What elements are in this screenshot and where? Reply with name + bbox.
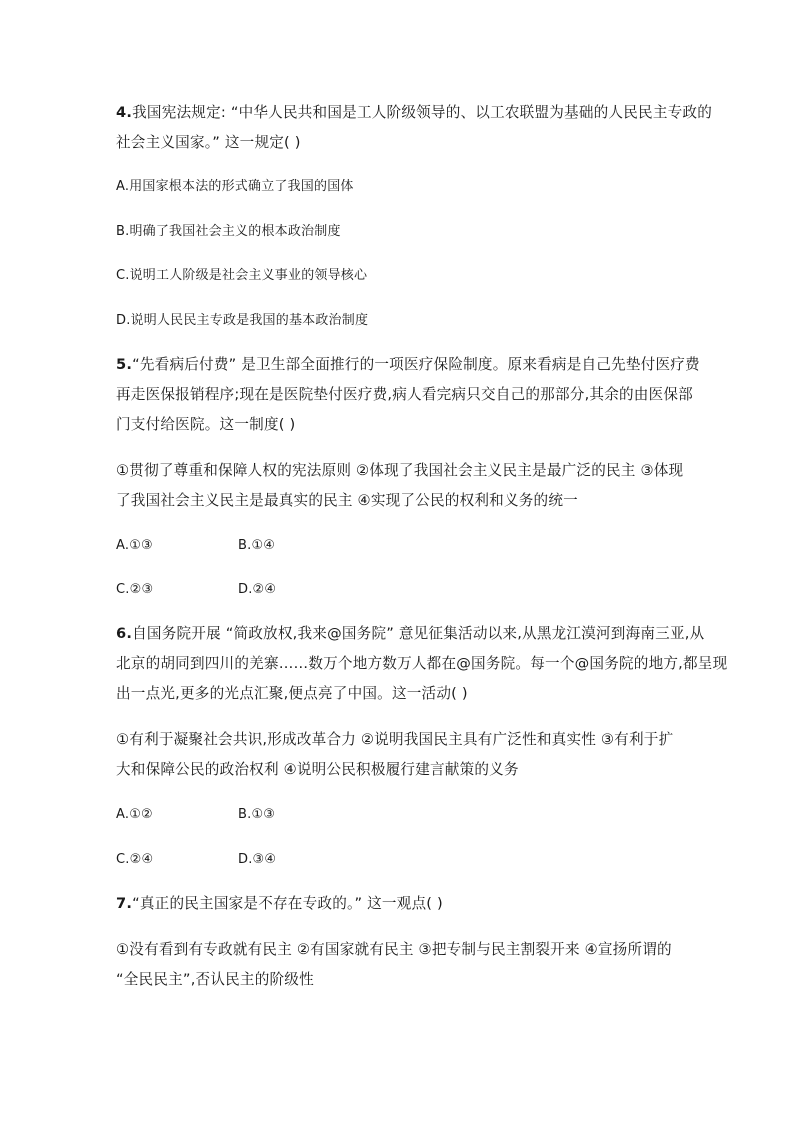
question-6-option-a: A.①② bbox=[116, 807, 153, 822]
question-6-option-d: D.③④ bbox=[238, 852, 277, 867]
question-5-statement-line-1: ①贯彻了尊重和保障人权的宪法原则 ②体现了我国社会主义民主是最广泛的民主 ③体现 bbox=[116, 462, 684, 479]
question-6-option-b: B.①③ bbox=[238, 807, 276, 822]
question-4-option-c: C.说明工人阶级是社会主义事业的领导核心 bbox=[116, 268, 368, 283]
question-6-option-c: C.②④ bbox=[116, 852, 154, 867]
question-5-stem-line-2: 再走医保报销程序;现在是医院垫付医疗费,病人看完病只交自己的那部分,其余的由医保部 bbox=[116, 386, 693, 403]
question-4-stem-line-1: 4.我国宪法规定: “中华人民共和国是工人阶级领导的、以工农联盟为基础的人民民主专政的 bbox=[116, 104, 712, 121]
question-7-statement-line-2: “全民民主”,否认民主的阶级性 bbox=[116, 971, 314, 988]
question-6-stem-line-1: 6.自国务院开展 “简政放权,我来@国务院” 意见征集活动以来,从黑龙江漠河到海南三亚,从 bbox=[116, 625, 705, 642]
question-4-number: 4. bbox=[116, 104, 133, 121]
question-5-option-d: D.②④ bbox=[238, 582, 277, 597]
question-5-number: 5. bbox=[116, 356, 133, 373]
question-5-statement-line-2: 了我国社会主义民主是最真实的民主 ④实现了公民的权利和义务的统一 bbox=[116, 492, 578, 509]
question-5-option-b: B.①④ bbox=[238, 538, 276, 553]
question-5-stem-line-3: 门支付给医院。这一制度( ) bbox=[116, 416, 296, 433]
question-6-stem-line-3: 出一点光,更多的光点汇聚,便点亮了中国。这一活动( ) bbox=[116, 685, 468, 702]
question-6-number: 6. bbox=[116, 625, 133, 642]
question-7-number: 7. bbox=[116, 895, 133, 912]
question-7-stem-line-1: 7.“真正的民主国家是不存在专政的。” 这一观点( ) bbox=[116, 895, 443, 912]
question-4-stem-line-2: 社会主义国家。” 这一规定( ) bbox=[116, 134, 301, 151]
question-6-stem-line-2: 北京的胡同到四川的羌寨……数万个地方数万人都在@国务院。每一个@国务院的地方,都呈现 bbox=[116, 655, 728, 672]
question-4-option-d: D.说明人民民主专政是我国的基本政治制度 bbox=[116, 313, 369, 328]
question-6-statement-line-1: ①有利于凝聚社会共识,形成改革合力 ②说明我国民主具有广泛性和真实性 ③有利于扩 bbox=[116, 731, 674, 748]
question-5-option-a: A.①③ bbox=[116, 538, 153, 553]
question-4-option-a: A.用国家根本法的形式确立了我国的国体 bbox=[116, 179, 354, 194]
question-7-statement-line-1: ①没有看到有专政就有民主 ②有国家就有民主 ③把专制与民主割裂开来 ④宣扬所谓的 bbox=[116, 941, 672, 958]
question-5-option-c: C.②③ bbox=[116, 582, 154, 597]
question-5-stem-line-1: 5.“先看病后付费” 是卫生部全面推行的一项医疗保险制度。原来看病是自己先垫付医疗费 bbox=[116, 356, 700, 373]
question-6-statement-line-2: 大和保障公民的政治权利 ④说明公民积极履行建言献策的义务 bbox=[116, 761, 519, 778]
question-4-option-b: B.明确了我国社会主义的根本政治制度 bbox=[116, 224, 341, 239]
